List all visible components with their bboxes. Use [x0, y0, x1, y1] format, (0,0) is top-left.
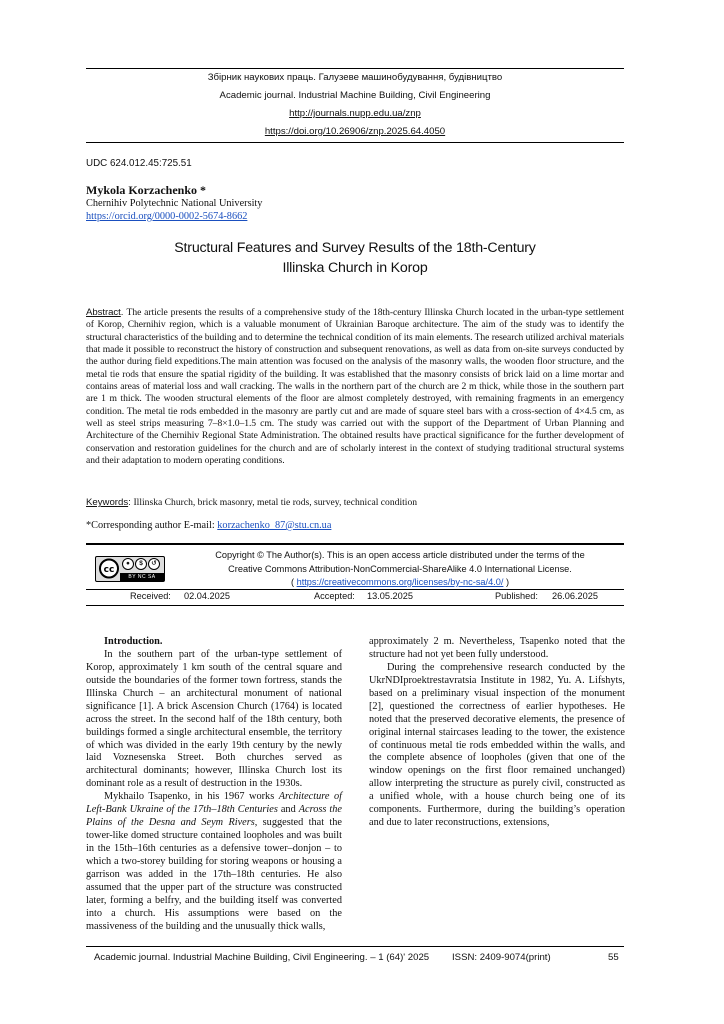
cc-attribution-icons	[122, 558, 160, 570]
article-title-line-2: Illinska Church in Korop	[282, 260, 428, 276]
abstract	[86, 307, 624, 467]
author-name: Mykola Korzachenko *	[86, 183, 206, 197]
journal-url	[86, 108, 624, 120]
keywords-text: Illinska Church, brick masonry, metal tie rods, survey, technical condition	[133, 497, 418, 508]
author-orcid	[86, 211, 624, 222]
footer-rule	[86, 946, 624, 947]
received-label: Received:	[130, 591, 171, 601]
license-paren-close: )	[503, 577, 510, 587]
journal-name-ukrainian: Збірник наукових праць. Галузеве машинобудування, будівництво	[207, 72, 503, 83]
published-label: Published:	[495, 591, 538, 601]
intro-heading-text: Introduction.	[104, 636, 163, 647]
license-line-1: Copyright © The Author(s). This is an open access article distributed under the terms of the	[215, 550, 585, 560]
p2-text-c: , suggested that the tower-like domed structure contained loopholes and was built in the 15th–16th centuries as a defensive tower–donjon – to which a two-storey building for storing weapons or housing a garrison was added in the 17th–18th centuries. He also assumed that the upper part of the structure was constructed later, forming a belfry, and the building itself was converted into a church. His assumptions were based on the massiveness of the building and the unusually thick walls,	[86, 817, 342, 932]
dates-bottom-rule	[86, 605, 624, 606]
cc-badge-text: BY NC SA	[120, 573, 164, 581]
header-top-rule	[86, 68, 624, 69]
article-title-line-1: Structural Features and Survey Results of the 18th-Century	[174, 240, 536, 256]
noncommercial-icon: $	[135, 558, 147, 570]
p2-text-b: and	[277, 804, 299, 816]
license-line-2: Creative Commons Attribution-NonCommercial-ShareAlike 4.0 International License.	[228, 564, 572, 574]
license-line-3	[176, 577, 624, 587]
abstract-text: The article presents the results of a comprehensive study of the 18th-century Illinska Church located in the urban-type settlement of Korop, Chernihiv region, which is a valuable monument of Ukrainian Baroque architecture. The aim of the study was to identify the structural characteristics of the building and to determine the technical condition of its main elements. The research utilized archival materials that made it possible to reconstruct the history of construction and subsequent renovations, as well as data from on-site surveys conducted by the author during field expeditions.The main attention was focused on the analysis of the masonry walls, the wooden floor structure, and the metal tie rods that ensure the spatial rigidity of the building. It was established that the masonry consists of brick laid on a lime mortar and contains areas of material loss and wall cracking. The walls in the northern part of the church are 2 m thick, while those in the southern part are 1 m thick. The wooden structural elements of the floor are almost completely destroyed, with remaining fragments in an emergency condition. The metal tie rods embedded in the masonry are partly cut and are made of square steel bars with a cross-section of 4×4.5 cm, as well as steel strips measuring 7–8×1.0–1.5 cm. The study was carried out with the support of the Department of Urban Planning and Architecture of the Chernihiv Regional State Administration. The obtained results have practical significance for the further development of conservation and restoration guidelines for the church and are of scholarly interest in the context of studying traditional structural systems and their adaptation to modern operating conditions.	[86, 307, 624, 467]
body-right-column	[369, 636, 625, 830]
by-person-icon: ●	[122, 558, 134, 570]
p2-book-title-2: Across the Plains of the Desna and Seym Rivers	[86, 804, 342, 829]
paragraph-1: In the southern part of the urban-type settlement of Korop, approximately 1 km south of the central square and outside the boundaries of the former town fortress, stands the Illinska Church – an architectural monument of national significance [1]. A brick Ascension Church (1764) is located across the street. In the second half of the 18th century, both buildings formed a single architectural ensemble, the territory of which was divided in the early 19th century by the newly laid Voznesenska Street. Both churches served as architectural dominants; however, Illinska Church lost its dominant role as a result of destruction in the 1930s.	[86, 648, 342, 790]
orcid-link[interactable]: https://orcid.org/0000-0002-5674-8662	[86, 211, 248, 222]
body-left-column	[86, 636, 342, 934]
paragraph-2-continued: approximately 2 m. Nevertheless, Tsapenko noted that the structure had not yet been fully understood.	[369, 636, 625, 660]
accepted-label: Accepted:	[314, 591, 355, 601]
p2-book-title-1: Architecture of Left-Bank Ukraine of the 17th–18th Centuries	[86, 791, 342, 816]
license-paren-open: (	[290, 577, 297, 587]
cc-logo-icon	[97, 558, 121, 579]
published-date: 26.06.2025	[552, 591, 598, 601]
doi	[86, 126, 624, 138]
accepted-date: 13.05.2025	[367, 591, 413, 601]
page-number: 55	[608, 952, 619, 963]
author-affiliation: Chernihiv Polytechnic National University	[86, 198, 263, 209]
keywords-colon: :	[128, 497, 134, 508]
udc-code: UDC 624.012.45:725.51	[86, 158, 192, 169]
corresponding-email-link[interactable]: korzachenko_87@stu.cn.ua	[217, 520, 332, 531]
journal-name-english: Academic journal. Industrial Machine Building, Civil Engineering	[219, 90, 491, 101]
corresponding-author	[86, 520, 624, 531]
cc-license-badge[interactable]	[95, 556, 165, 582]
license-top-rule	[86, 543, 624, 545]
keywords-label: Keywords	[86, 497, 129, 508]
footer-issn: ISSN: 2409-9074(print)	[452, 952, 551, 963]
abstract-label: Abstract	[86, 307, 121, 318]
received-date: 02.04.2025	[184, 591, 230, 601]
doi-link[interactable]: https://doi.org/10.26906/znp.2025.64.4050	[264, 126, 446, 137]
paragraph-2-part	[86, 791, 342, 933]
abstract-label-dot: .	[120, 307, 127, 318]
license-link[interactable]: https://creativecommons.org/licenses/by-nc-sa/4.0/	[296, 577, 504, 587]
header-bottom-rule	[86, 142, 624, 143]
dates-top-rule	[86, 589, 624, 590]
p2-text-a: Mykhailo Tsapenko, in his 1967 works	[104, 791, 279, 803]
intro-heading	[86, 636, 342, 649]
corresponding-label: *Corresponding author E-mail:	[86, 520, 218, 531]
keywords	[86, 497, 624, 508]
journal-url-link[interactable]: http://journals.nupp.edu.ua/znp	[289, 108, 421, 119]
svg-text:cc: cc	[103, 565, 115, 575]
footer-journal: Academic journal. Industrial Machine Building, Civil Engineering. – 1 (64)' 2025	[94, 952, 430, 963]
sharealike-icon: ↺	[148, 558, 160, 570]
paragraph-3: During the comprehensive research conducted by the UkrNDIproektrestavratsia Institute in 1982, Yu. A. Lifshyts, based on a preliminary visual inspection of the monument [2], questioned the correctness of earlier hypotheses. He noted that the preserved decorative elements, the presence of original internal staircases leading to the tower, the existence of continuous metal tie rods embedded within the walls, and the complete absence of loopholes (given that one of the window openings on the first floor remained unchanged) allow interpreting the structure as purely civil, constructed as a unified whole, with a house church being one of its components. Furthermore, during the building’s operation and due to later reconstructions, extensions,	[369, 661, 625, 829]
